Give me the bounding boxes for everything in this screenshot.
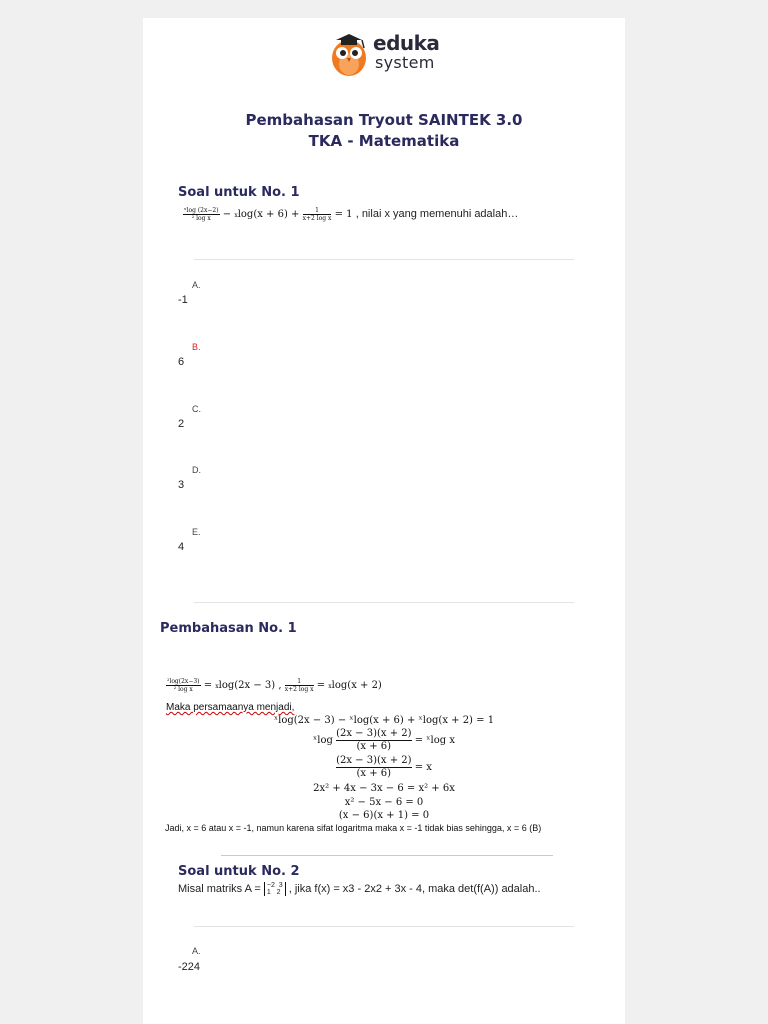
solution-step-5: x² − 5x − 6 = 0 (344, 797, 424, 808)
divider (221, 855, 553, 856)
divider (194, 602, 574, 603)
document-page (143, 18, 625, 1024)
option-d-letter: D. (192, 465, 201, 475)
eduka-logo (328, 28, 458, 80)
q2-option-a-letter: A. (192, 946, 201, 956)
option-c-letter: C. (192, 404, 201, 414)
option-a-value[interactable]: -1 (178, 294, 188, 306)
question-1-tail: , nilai x yang memenuhi adalah… (355, 208, 519, 220)
question-1-heading: Soal untuk No. 1 (178, 185, 300, 200)
brand-name: eduka (373, 31, 440, 55)
option-d-value[interactable]: 3 (178, 479, 185, 491)
solution-step-6: (x − 6)(x + 1) = 0 (338, 810, 430, 821)
solution-step-3: $\frac{(2x - 3)(x + 2)}{(x + 6)}$ = x (336, 755, 432, 779)
owl-logo-icon (328, 28, 372, 78)
solution-1-heading: Pembahasan No. 1 (160, 621, 297, 636)
option-b-letter: B. (192, 342, 201, 352)
matrix-a-icon: −2 3 1 2 (264, 882, 286, 896)
divider (194, 926, 574, 927)
option-e-value[interactable]: 4 (178, 541, 185, 553)
solution-conclusion: Jadi, x = 6 atau x = -1, namun karena sifat logaritma maka x = -1 tidak bias sehingga, x = 6 (B) (165, 823, 542, 833)
solution-intro: Maka persamaanya menjadi, (166, 702, 295, 713)
option-e-letter: E. (192, 527, 201, 537)
solution-step-2: ˣlog $\frac{(2x - 3)(x + 2)}{(x + 6)}$ = ˣlog x (313, 728, 455, 752)
question-2-heading: Soal untuk No. 2 (178, 864, 300, 879)
option-c-value[interactable]: 2 (178, 418, 185, 430)
question-1-text (183, 207, 518, 222)
page-title: Pembahasan Tryout SAINTEK 3.0 (245, 111, 523, 129)
solution-given-identities: $\frac{\text{²log(2x−3)}}{\text{² log x}}$ = xlog(2x − 3) , $\frac{1}{\text{x+2 log x}}$ = xlog(x + 2) (167, 678, 382, 693)
question-1-formula: $\frac{\text{ˣlog (2x−2)}}{\text{² log x}}$ − xlog(x + 6) + $\frac{1}{\text{x+2 log x}}$ = 1 (184, 207, 356, 222)
option-b-value[interactable]: 6 (178, 356, 185, 368)
solution-step-1: ˣlog(2x − 3) − ˣlog(x + 6) + ˣlog(x + 2) = 1 (273, 715, 495, 726)
solution-step-4: 2x² + 4x − 3x − 6 = x² + 6x (313, 783, 455, 794)
brand-subname: system (375, 53, 435, 72)
q2-option-a-value[interactable]: -224 (178, 961, 201, 973)
divider (194, 259, 574, 260)
question-2-text: Misal matriks A = −2 3 1 2 , jika f(x) = x3 - 2x2 + 3x - 4, maka det(f(A)) adalah.. (178, 882, 541, 896)
page-subtitle: TKA - Matematika (308, 132, 460, 150)
option-a-letter: A. (192, 280, 201, 290)
